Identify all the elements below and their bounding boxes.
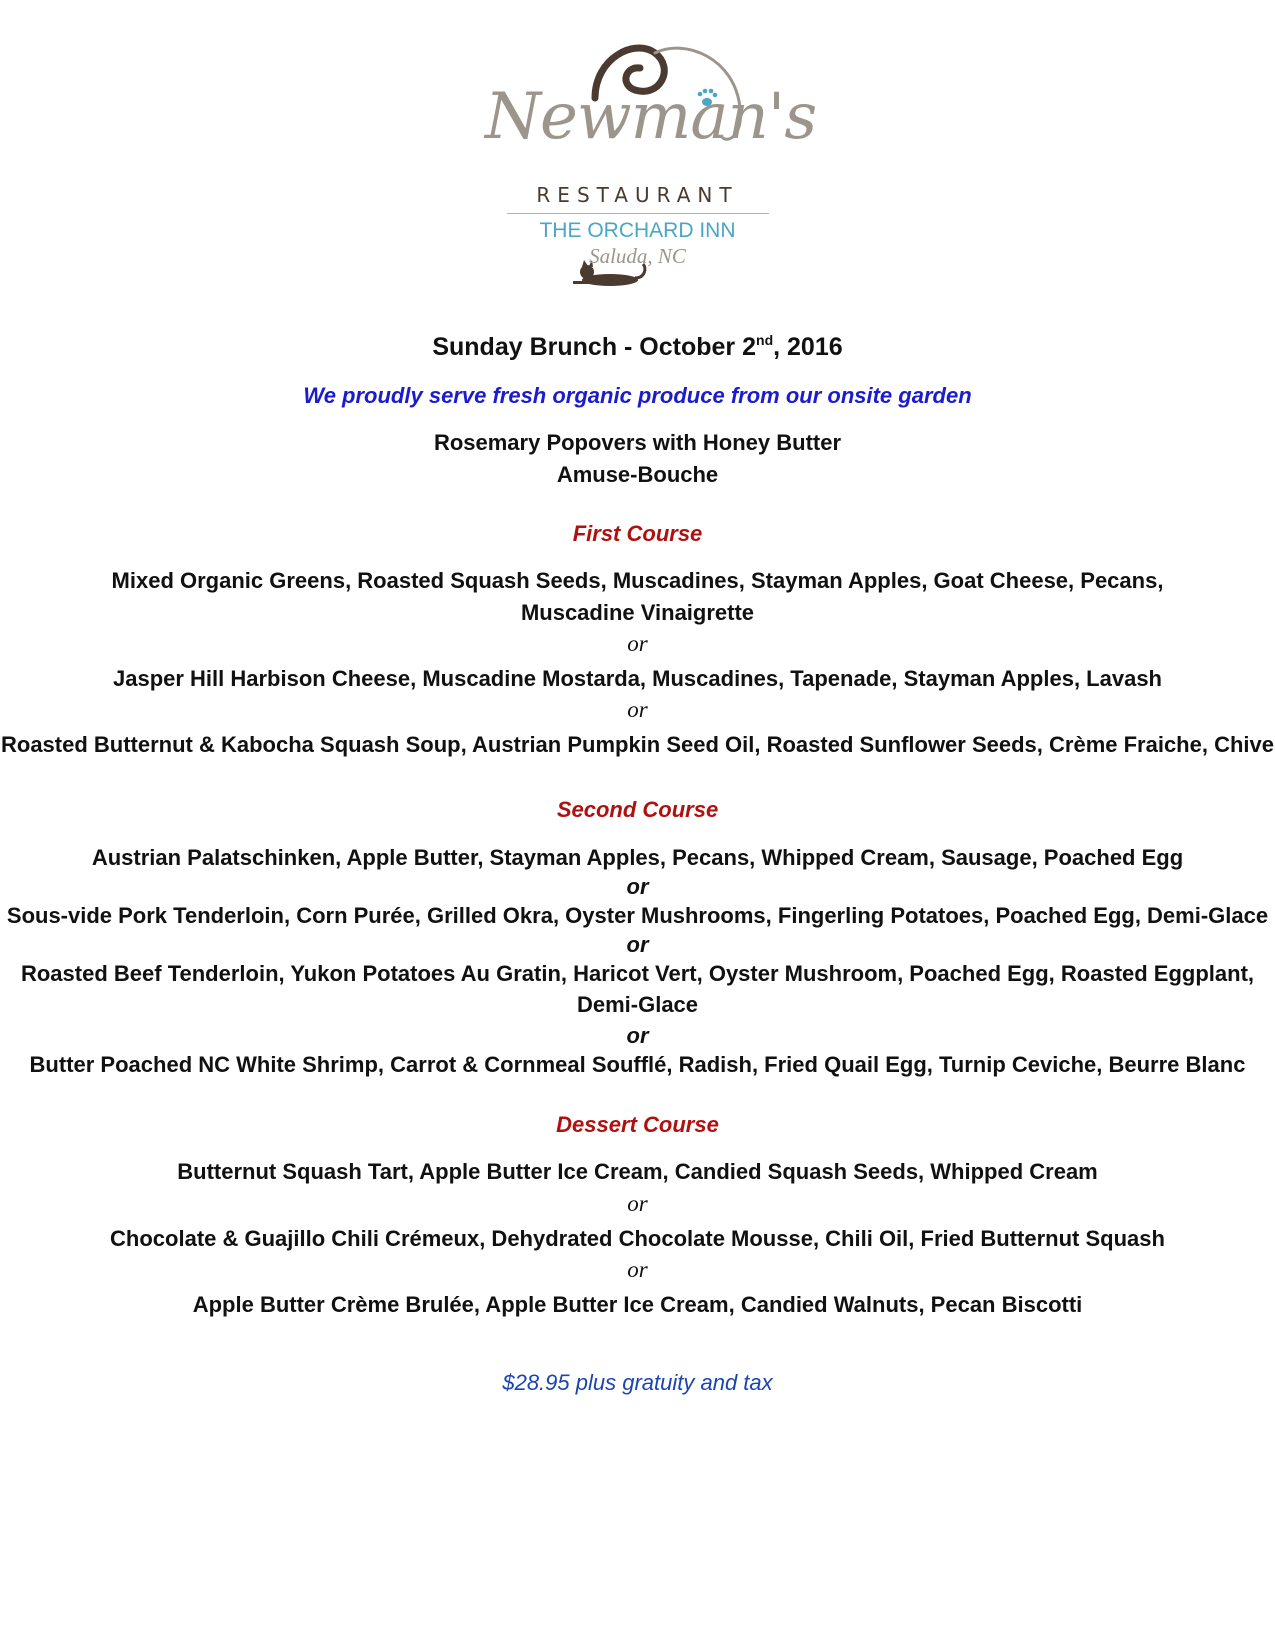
restaurant-logo xyxy=(485,28,817,288)
logo-town-name: Saluda, NC xyxy=(589,244,686,268)
page-title xyxy=(0,332,1275,362)
title-prefix: Sunday Brunch - October 2 xyxy=(432,333,757,361)
or-separator: or xyxy=(627,1191,648,1216)
or-separator: or xyxy=(627,1257,648,1282)
logo-script-name: Newman's xyxy=(485,80,817,154)
starter-item: Amuse-Bouche xyxy=(556,462,719,487)
menu-item: Apple Butter Crème Brulée, Apple Butter Ice Cream, Candied Walnuts, Pecan Biscotti xyxy=(192,1292,1083,1317)
tagline: We proudly serve fresh organic produce from our onsite garden xyxy=(303,383,972,408)
menu-item: Demi-Glace xyxy=(576,992,699,1017)
menu-item: Jasper Hill Harbison Cheese, Muscadine Mostarda, Muscadines, Tapenade, Stayman Apples, Lavash xyxy=(112,666,1162,691)
menu-item: Sous-vide Pork Tenderloin, Corn Purée, Grilled Okra, Oyster Mushrooms, Fingerling Potatoes, Poached Egg, Demi-Glace xyxy=(6,903,1269,928)
starter-item: Rosemary Popovers with Honey Butter xyxy=(433,430,842,455)
menu-item: Mixed Organic Greens, Roasted Squash Seeds, Muscadines, Stayman Apples, Goat Cheese, Pecans, xyxy=(111,568,1164,593)
logo-inn-name: THE ORCHARD INN xyxy=(539,219,736,242)
menu-item: Roasted Beef Tenderloin, Yukon Potatoes Au Gratin, Haricot Vert, Oyster Mushroom, Poached Egg, Roasted Eggplant, xyxy=(20,961,1255,986)
logo-divider xyxy=(507,213,769,214)
price-note: $28.95 plus gratuity and tax xyxy=(502,1370,773,1395)
menu-item: Austrian Palatschinken, Apple Butter, Stayman Apples, Pecans, Whipped Cream, Sausage, Poached Egg xyxy=(91,845,1184,870)
menu-item: Roasted Butternut & Kabocha Squash Soup, Austrian Pumpkin Seed Oil, Roasted Sunflower Seeds, Crème Fraiche, Chive xyxy=(1,732,1274,757)
or-separator: or xyxy=(627,631,648,656)
or-separator: or xyxy=(627,697,648,722)
second-course-heading: Second Course xyxy=(556,797,719,822)
title-year: , 2016 xyxy=(773,333,843,361)
title-ordinal-suffix: nd xyxy=(756,332,774,348)
or-separator: or xyxy=(626,932,649,957)
first-course-heading: First Course xyxy=(572,521,703,546)
menu-item: Chocolate & Guajillo Chili Crémeux, Dehydrated Chocolate Mousse, Chili Oil, Fried Butternut Squash xyxy=(110,1226,1165,1251)
menu-item: Butter Poached NC White Shrimp, Carrot & Cornmeal Soufflé, Radish, Fried Quail Egg, Turnip Ceviche, Beurre Blanc xyxy=(29,1052,1246,1077)
dessert-course-heading: Dessert Course xyxy=(556,1112,719,1137)
logo-restaurant-label: RESTAURANT xyxy=(536,183,739,207)
menu-item: Butternut Squash Tart, Apple Butter Ice Cream, Candied Squash Seeds, Whipped Cream xyxy=(177,1159,1098,1184)
or-separator: or xyxy=(626,874,649,899)
or-separator: or xyxy=(626,1023,649,1048)
menu-item: Muscadine Vinaigrette xyxy=(520,600,755,625)
